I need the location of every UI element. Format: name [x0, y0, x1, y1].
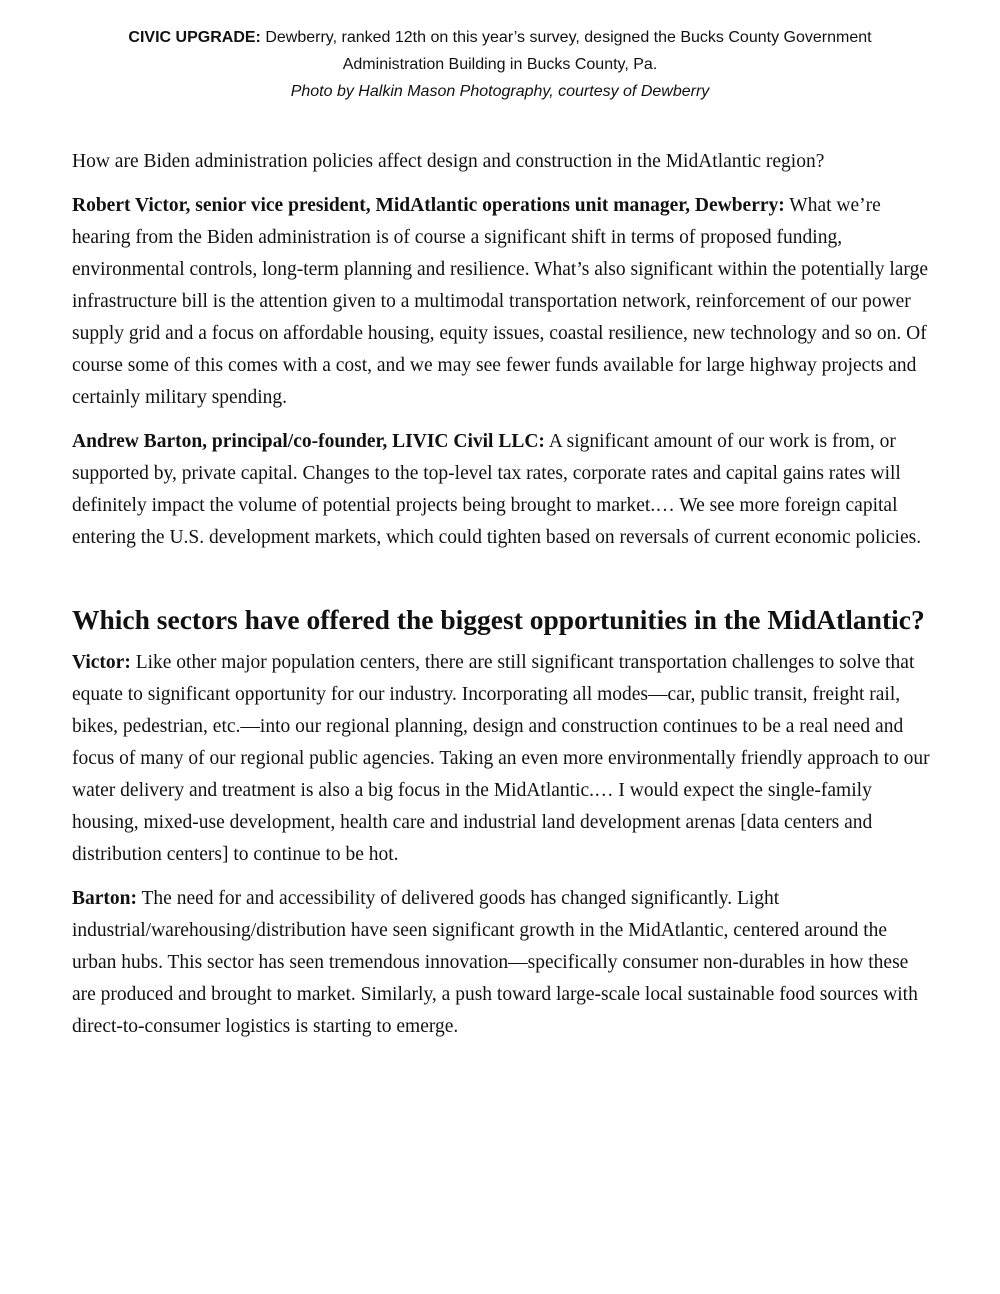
speaker-name: Andrew Barton, principal/co-founder, LIVIC Civil LLC: — [72, 431, 545, 452]
answer-text: Like other major population centers, there are still significant transportation challenges to solve that equate to significant opportunity for our industry. Incorporating all modes—car, public transit, freight rail, bikes, pedestrian, etc.—into our regional planning, design and construction continues to be a real need and focus of many of our regional public agencies. Taking an even more environmentally friendly approach to our water delivery and treatment is also a big focus in the MidAtlantic.… I would expect the single-family housing, mixed-use development, health care and industrial land development arenas [data centers and distribution centers] to continue to be hot. — [72, 652, 930, 865]
caption-label: CIVIC UPGRADE: — [128, 29, 261, 46]
speaker-name: Barton: — [72, 888, 137, 909]
section-heading: Which sectors have offered the biggest opportunities in the MidAtlantic? — [72, 604, 925, 635]
answer-text: A significant amount of our work is from, or supported by, private capital. Changes to the top-level tax rates, corporate rates and capital gains rates will definitely impact the volume of potential projects being brought to market.… We see more foreign capital entering the U.S. development markets, which could tighten based on reversals of current economic policies. — [72, 431, 922, 548]
answer-text: What we’re hearing from the Biden administration is of course a significant shift in terms of proposed funding, environmental controls, long-term planning and resilience. What’s also significant within the potentially large infrastructure bill is the attention given to a multimodal transportation network, reinforcement of our power supply grid and a focus on affordable housing, equity issues, coastal resilience, new technology and so on. Of course some of this comes with a cost, and we may see fewer funds available for large highway projects and certainly military spending. — [72, 195, 928, 408]
photo-caption — [100, 24, 900, 105]
answer-paragraph-barton-sectors — [72, 883, 932, 1043]
answer-text: The need for and accessibility of delivered goods has changed significantly. Light industrial/warehousing/distribution have seen significant growth in the MidAtlantic, centered around the urban hubs. This sector has seen tremendous innovation—specifically consumer non-durables in how these are produced and brought to market. Similarly, a push toward large-scale local sustainable food sources with direct-to-consumer logistics is starting to emerge. — [72, 888, 918, 1037]
speaker-name: Robert Victor, senior vice president, MidAtlantic operations unit manager, Dewberry: — [72, 195, 785, 216]
caption-text: Dewberry, ranked 12th on this year’s survey, designed the Bucks County Government Administration Building in Bucks County, Pa. — [260, 29, 872, 73]
answer-paragraph-victor — [72, 190, 932, 414]
photo-credit: Photo by Halkin Mason Photography, courtesy of Dewberry — [290, 83, 710, 100]
speaker-name: Victor: — [72, 652, 131, 673]
answer-paragraph-barton — [72, 426, 932, 554]
question-paragraph: How are Biden administration policies affect design and construction in the MidAtlantic region? — [72, 151, 825, 172]
answer-paragraph-victor-sectors — [72, 647, 932, 871]
article-body — [72, 146, 932, 1055]
